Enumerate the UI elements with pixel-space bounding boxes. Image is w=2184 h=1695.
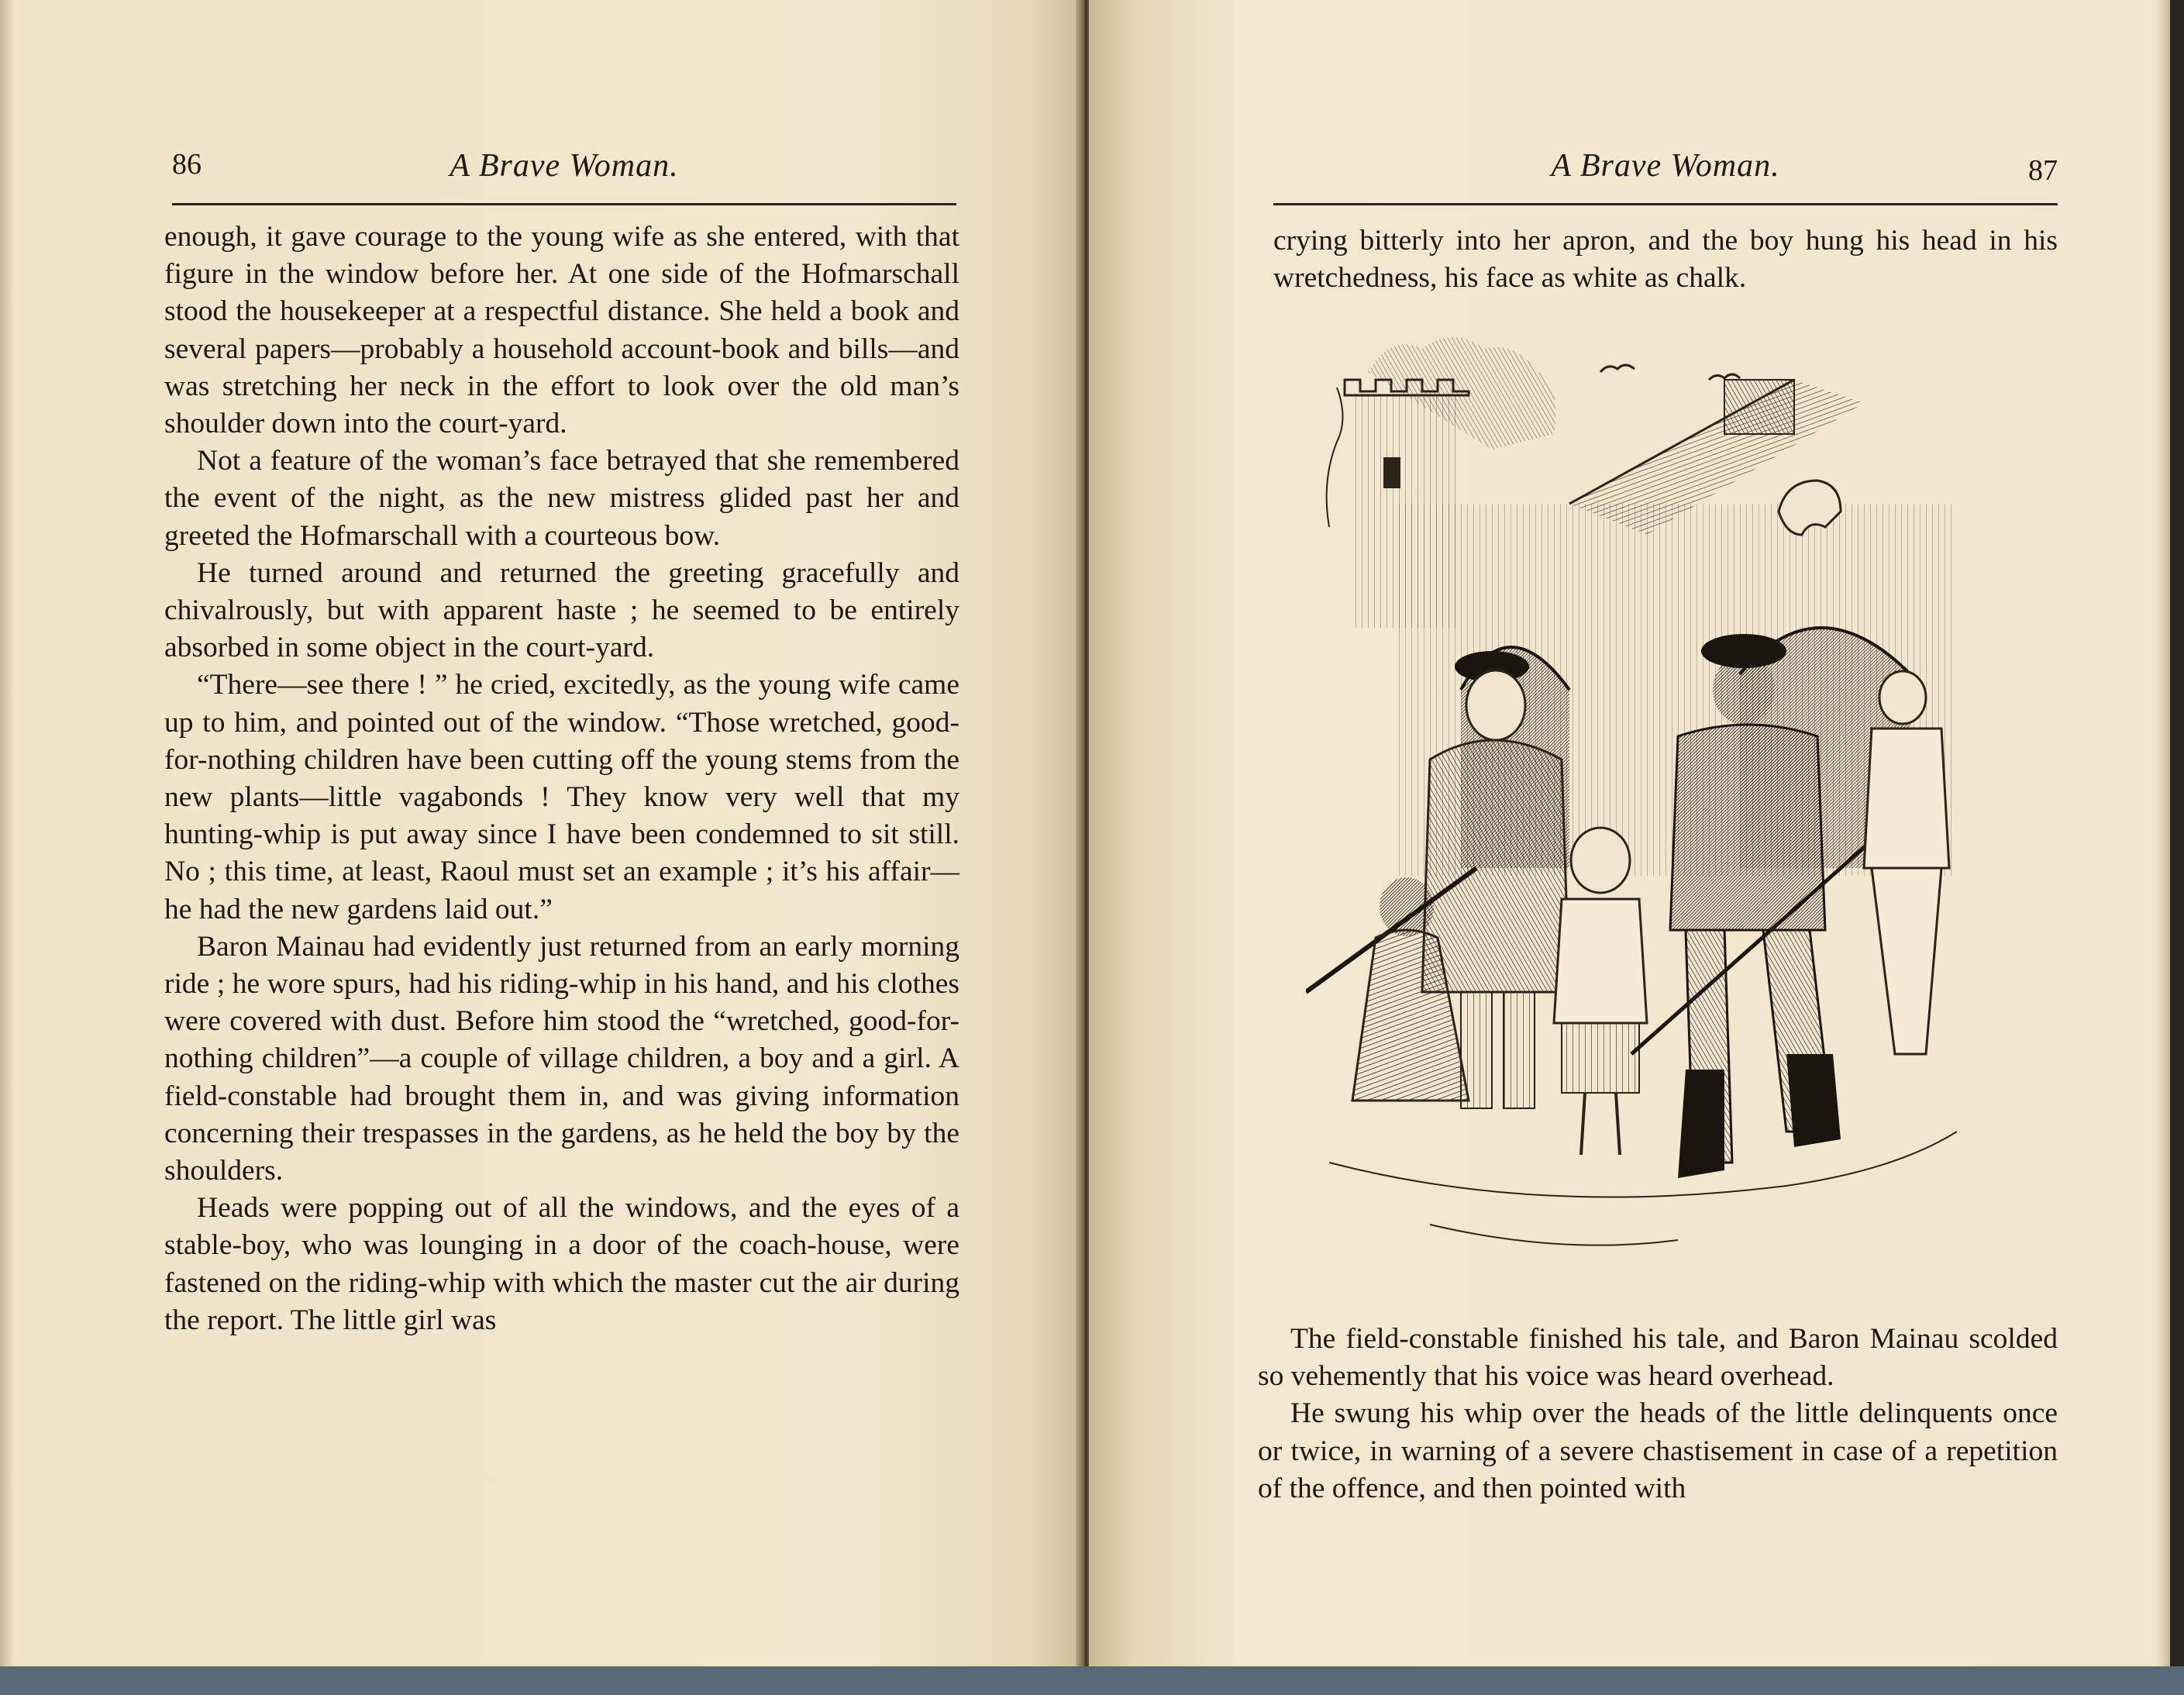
paragraph: He turned around and returned the greeting gracefully and chivalrously, but with apparent haste ; he seemed to be entirely absorbed in some object in the court-yard. (164, 556, 959, 664)
header-rule (1273, 203, 2058, 205)
paragraph: Baron Mainau had evidently just returned from an early morning ride ; he wore spurs, had his riding-whip in his hand, and his clothes were covered with dust. Before him stood the “wretched, good-for-nothing children”—a couple of village children, a boy and a girl. A field-constable had brought them in, and was giving information concerning their trespasses in the gardens, as he held the boy by the shoulders. (164, 930, 959, 1187)
header-rule (172, 203, 956, 205)
right-page-bottom-text (1258, 1321, 2058, 1507)
ground-line (1430, 1225, 1678, 1245)
scan-background (0, 1666, 2184, 1695)
running-title: A Brave Woman. (450, 148, 679, 184)
paragraph: The field-constable finished his tale, and Baron Mainau scolded so vehemently that his voice was heard overhead. (1258, 1323, 2058, 1393)
ground-line (1329, 1132, 1957, 1197)
right-page-top-text (1273, 222, 2058, 297)
paragraph: crying bitterly into her apron, and the boy hung his head in his wretchedness, his face as white as chalk. (1273, 225, 2058, 295)
bird-icon (1600, 365, 1635, 372)
left-page-header (172, 147, 956, 194)
paragraph: Heads were popping out of all the windows, and the eyes of a stable-boy, who was lounging in a door of the coach-house, were fastened on the riding-whip with which the master cut the air during the report. The little girl was (164, 1192, 959, 1336)
page-number: 86 (172, 148, 202, 181)
running-title: A Brave Woman. (1551, 148, 1780, 184)
boy-figure (1554, 828, 1647, 1155)
paragraph: “There—see there ! ” he cried, excitedly, as the young wife came up to him, and pointed out of the window. “Those wretched, good-for-nothing children have been cutting off the young stems from the new plants—little vagabonds ! They know very well that my hunting-whip is put away since I have been condemned to sit still. No ; this time, at least, Raoul must set an example ; it’s his affair—he had the new gardens laid out.” (164, 669, 959, 925)
page-edge-shadow (0, 0, 14, 1666)
paragraph: Not a feature of the woman’s face betrayed that she remembered the event of the night, as the new mistress glided past her and greeted the Hofmarschall with a courteous bow. (164, 445, 959, 552)
page-number: 87 (2028, 154, 2058, 187)
stable-boy-figure (1864, 671, 1949, 1054)
left-page (0, 0, 1081, 1666)
right-page (1089, 0, 2170, 1666)
paragraph: He swung his whip over the heads of the little delinquents once or twice, in warning of a severe chastisement in case of a repetition of the offence, and then pointed with (1258, 1397, 2058, 1504)
right-page-header (1273, 147, 2058, 194)
bird-icon (1709, 374, 1740, 380)
paragraph: enough, it gave courage to the young wife as she entered, with that figure in the window before her. At one side of the Hofmarschall stood the housekeeper at a respectful distance. She held a book and several papers—probably a household account-book and bills—and was stretching her neck in the effort to look over the old man’s shoulder down into the court-yard. (164, 221, 959, 440)
engraving-illustration (1306, 326, 1988, 1287)
page-edge-shadow (2156, 0, 2170, 1666)
left-page-body (164, 219, 959, 1339)
